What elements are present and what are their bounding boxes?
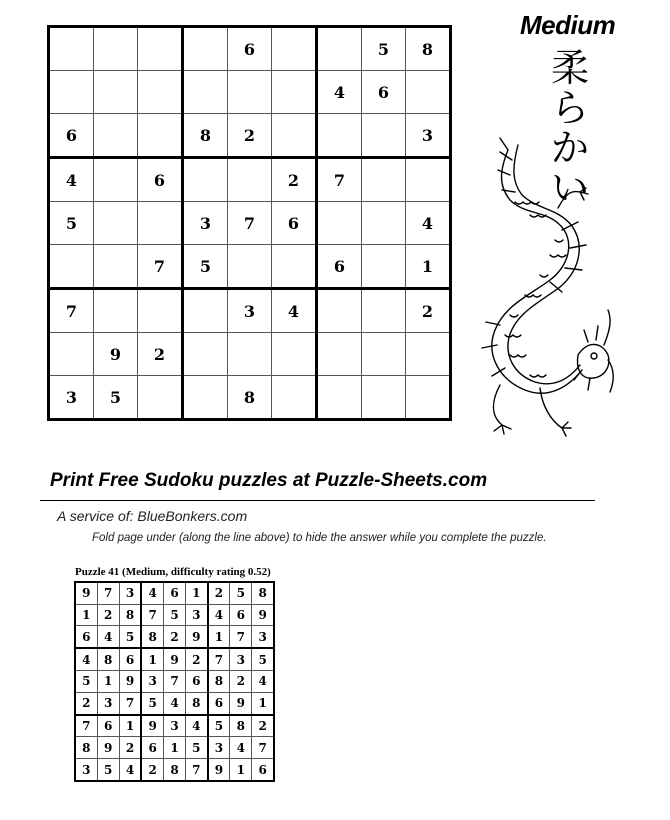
- puzzle-cell: [362, 158, 406, 202]
- puzzle-cell: 4: [272, 289, 317, 333]
- answer-cell: 5: [252, 648, 274, 670]
- puzzle-cell: 6: [317, 245, 362, 289]
- answer-cell: 8: [141, 626, 163, 648]
- puzzle-cell: 3: [228, 289, 272, 333]
- answer-cell: 8: [163, 759, 185, 781]
- answer-cell: 6: [208, 692, 230, 714]
- kanji-char: い: [550, 166, 589, 210]
- puzzle-cell: [138, 202, 183, 245]
- answer-cell: 5: [141, 692, 163, 714]
- difficulty-label: Medium: [520, 10, 616, 40]
- puzzle-row: [49, 158, 451, 202]
- answer-cell: 6: [75, 626, 97, 648]
- puzzle-cell: 5: [49, 202, 94, 245]
- answer-cell: 8: [97, 648, 119, 670]
- answer-cell: 3: [186, 604, 208, 626]
- fold-instructions: Fold page under (along the line above) to hide the answer while you complete the puzzle.: [92, 532, 547, 544]
- puzzle-cell: [49, 27, 94, 71]
- answer-cell: 1: [163, 737, 185, 759]
- kanji-char: ら: [550, 86, 589, 130]
- answer-cell: 4: [208, 604, 230, 626]
- puzzle-cell: [49, 245, 94, 289]
- puzzle-cell: [138, 27, 183, 71]
- puzzle-cell: [94, 202, 138, 245]
- answer-cell: 2: [252, 715, 274, 737]
- answer-cell: 4: [75, 648, 97, 670]
- answer-cell: 1: [252, 692, 274, 714]
- answer-cell: 3: [75, 759, 97, 781]
- puzzle-cell: 2: [138, 333, 183, 376]
- puzzle-cell: [138, 71, 183, 114]
- answer-cell: 8: [186, 692, 208, 714]
- answer-cell: 4: [97, 626, 119, 648]
- answer-row: [75, 648, 274, 670]
- answer-cell: 7: [97, 582, 119, 604]
- puzzle-cell: 2: [406, 289, 451, 333]
- puzzle-cell: 8: [228, 376, 272, 420]
- answer-cell: 3: [163, 715, 185, 737]
- puzzle-cell: 8: [183, 114, 228, 158]
- answer-cell: 5: [208, 715, 230, 737]
- puzzle-cell: 7: [228, 202, 272, 245]
- answer-cell: 4: [230, 737, 252, 759]
- answer-cell: 2: [141, 759, 163, 781]
- answer-cell: 9: [141, 715, 163, 737]
- puzzle-cell: 8: [406, 27, 451, 71]
- answer-cell: 7: [252, 737, 274, 759]
- puzzle-cell: 1: [406, 245, 451, 289]
- puzzle-cell: [228, 245, 272, 289]
- puzzle-cell: [183, 376, 228, 420]
- puzzle-row: [49, 289, 451, 333]
- puzzle-cell: [317, 202, 362, 245]
- answer-cell: 9: [252, 604, 274, 626]
- puzzle-cell: 6: [228, 27, 272, 71]
- answer-cell: 9: [97, 737, 119, 759]
- puzzle-cell: [317, 27, 362, 71]
- puzzle-cell: [362, 114, 406, 158]
- puzzle-cell: [138, 289, 183, 333]
- answer-cell: 7: [163, 671, 185, 693]
- answer-cell: 8: [230, 715, 252, 737]
- answer-row: [75, 759, 274, 781]
- puzzle-cell: [94, 27, 138, 71]
- puzzle-cell: [317, 114, 362, 158]
- answer-cell: 7: [119, 692, 141, 714]
- puzzle-row: [49, 202, 451, 245]
- answer-cell: 1: [97, 671, 119, 693]
- puzzle-cell: 2: [228, 114, 272, 158]
- puzzle-cell: [317, 289, 362, 333]
- puzzle-cell: [183, 289, 228, 333]
- answer-cell: 3: [119, 582, 141, 604]
- puzzle-cell: [362, 333, 406, 376]
- puzzle-cell: [94, 158, 138, 202]
- answer-row: [75, 626, 274, 648]
- puzzle-cell: [317, 333, 362, 376]
- puzzle-cell: 3: [183, 202, 228, 245]
- kanji-char: 柔: [550, 46, 589, 90]
- answer-cell: 2: [230, 671, 252, 693]
- answer-cell: 6: [252, 759, 274, 781]
- puzzle-cell: 7: [138, 245, 183, 289]
- puzzle-cell: 6: [362, 71, 406, 114]
- puzzle-cell: [228, 71, 272, 114]
- puzzle-cell: [272, 114, 317, 158]
- service-credit: A service of: BlueBonkers.com: [57, 508, 248, 524]
- puzzle-cell: 9: [94, 333, 138, 376]
- answer-cell: 4: [141, 582, 163, 604]
- puzzle-cell: [183, 71, 228, 114]
- puzzle-cell: 5: [183, 245, 228, 289]
- puzzle-cell: [94, 71, 138, 114]
- puzzle-cell: [317, 376, 362, 420]
- puzzle-row: [49, 245, 451, 289]
- answer-row: [75, 671, 274, 693]
- answer-cell: 1: [186, 582, 208, 604]
- answer-cell: 4: [119, 759, 141, 781]
- answer-cell: 8: [75, 737, 97, 759]
- puzzle-cell: [362, 289, 406, 333]
- puzzle-cell: [406, 333, 451, 376]
- answer-cell: 3: [141, 671, 163, 693]
- puzzle-cell: 4: [406, 202, 451, 245]
- puzzle-cell: [272, 71, 317, 114]
- puzzle-cell: [406, 376, 451, 420]
- puzzle-cell: 6: [49, 114, 94, 158]
- puzzle-cell: 2: [272, 158, 317, 202]
- answer-cell: 3: [252, 626, 274, 648]
- puzzle-cell: [272, 333, 317, 376]
- answer-cell: 2: [163, 626, 185, 648]
- answer-cell: 9: [163, 648, 185, 670]
- answer-cell: 5: [163, 604, 185, 626]
- puzzle-cell: [49, 333, 94, 376]
- puzzle-cell: 4: [317, 71, 362, 114]
- answer-cell: 7: [230, 626, 252, 648]
- puzzle-cell: 5: [362, 27, 406, 71]
- answer-cell: 1: [141, 648, 163, 670]
- answer-cell: 2: [75, 692, 97, 714]
- answer-cell: 9: [186, 626, 208, 648]
- answer-cell: 3: [230, 648, 252, 670]
- puzzle-cell: [49, 71, 94, 114]
- answer-cell: 6: [163, 582, 185, 604]
- answer-cell: 8: [119, 604, 141, 626]
- puzzle-cell: [228, 333, 272, 376]
- puzzle-cell: [228, 158, 272, 202]
- answer-cell: 4: [252, 671, 274, 693]
- puzzle-cell: [183, 158, 228, 202]
- sudoku-answer-grid: [74, 581, 275, 782]
- answer-cell: 4: [163, 692, 185, 714]
- answer-row: [75, 692, 274, 714]
- puzzle-row: [49, 376, 451, 420]
- puzzle-cell: [138, 114, 183, 158]
- puzzle-cell: [362, 245, 406, 289]
- kanji-char: か: [550, 126, 589, 170]
- puzzle-cell: 4: [49, 158, 94, 202]
- puzzle-cell: 6: [138, 158, 183, 202]
- answer-cell: 1: [208, 626, 230, 648]
- answer-cell: 1: [75, 604, 97, 626]
- answer-cell: 7: [208, 648, 230, 670]
- answer-cell: 3: [208, 737, 230, 759]
- answer-cell: 7: [75, 715, 97, 737]
- answer-row: [75, 604, 274, 626]
- answer-cell: 1: [119, 715, 141, 737]
- answer-cell: 6: [230, 604, 252, 626]
- answer-cell: 7: [186, 759, 208, 781]
- answer-cell: 6: [119, 648, 141, 670]
- puzzle-cell: [272, 245, 317, 289]
- answer-row: [75, 737, 274, 759]
- puzzle-cell: [406, 71, 451, 114]
- puzzle-cell: [406, 158, 451, 202]
- answer-cell: 5: [186, 737, 208, 759]
- answer-cell: 9: [230, 692, 252, 714]
- answer-cell: 8: [208, 671, 230, 693]
- answer-cell: 2: [186, 648, 208, 670]
- fold-line: [40, 500, 595, 501]
- answer-cell: 1: [230, 759, 252, 781]
- answer-row: [75, 715, 274, 737]
- puzzle-cell: [272, 376, 317, 420]
- puzzle-row: [49, 333, 451, 376]
- puzzle-cell: [183, 27, 228, 71]
- answer-cell: 5: [230, 582, 252, 604]
- puzzle-row: [49, 114, 451, 158]
- answer-cell: 2: [119, 737, 141, 759]
- promo-heading: Print Free Sudoku puzzles at Puzzle-Sheets.com: [50, 470, 488, 491]
- puzzle-cell: [183, 333, 228, 376]
- answer-cell: 8: [252, 582, 274, 604]
- answer-cell: 6: [141, 737, 163, 759]
- puzzle-cell: [272, 27, 317, 71]
- answer-cell: 9: [208, 759, 230, 781]
- puzzle-row: [49, 27, 451, 71]
- puzzle-cell: 3: [406, 114, 451, 158]
- puzzle-cell: [94, 289, 138, 333]
- puzzle-cell: [362, 376, 406, 420]
- answer-cell: 5: [75, 671, 97, 693]
- sudoku-puzzle-grid: [47, 25, 452, 421]
- puzzle-cell: 7: [49, 289, 94, 333]
- puzzle-row: [49, 71, 451, 114]
- answer-cell: 2: [208, 582, 230, 604]
- dragon-illustration: [470, 126, 615, 460]
- answer-cell: 9: [75, 582, 97, 604]
- answer-cell: 2: [97, 604, 119, 626]
- answer-cell: 6: [97, 715, 119, 737]
- puzzle-cell: [94, 245, 138, 289]
- answer-row: [75, 582, 274, 604]
- answer-cell: 7: [141, 604, 163, 626]
- answer-title: Puzzle 41 (Medium, difficulty rating 0.52): [75, 566, 271, 578]
- answer-cell: 9: [119, 671, 141, 693]
- puzzle-cell: [138, 376, 183, 420]
- answer-cell: 4: [186, 715, 208, 737]
- puzzle-cell: 7: [317, 158, 362, 202]
- answer-cell: 5: [119, 626, 141, 648]
- puzzle-cell: 3: [49, 376, 94, 420]
- puzzle-cell: 6: [272, 202, 317, 245]
- puzzle-cell: 5: [94, 376, 138, 420]
- answer-cell: 3: [97, 692, 119, 714]
- puzzle-cell: [362, 202, 406, 245]
- answer-cell: 6: [186, 671, 208, 693]
- puzzle-cell: [94, 114, 138, 158]
- answer-cell: 5: [97, 759, 119, 781]
